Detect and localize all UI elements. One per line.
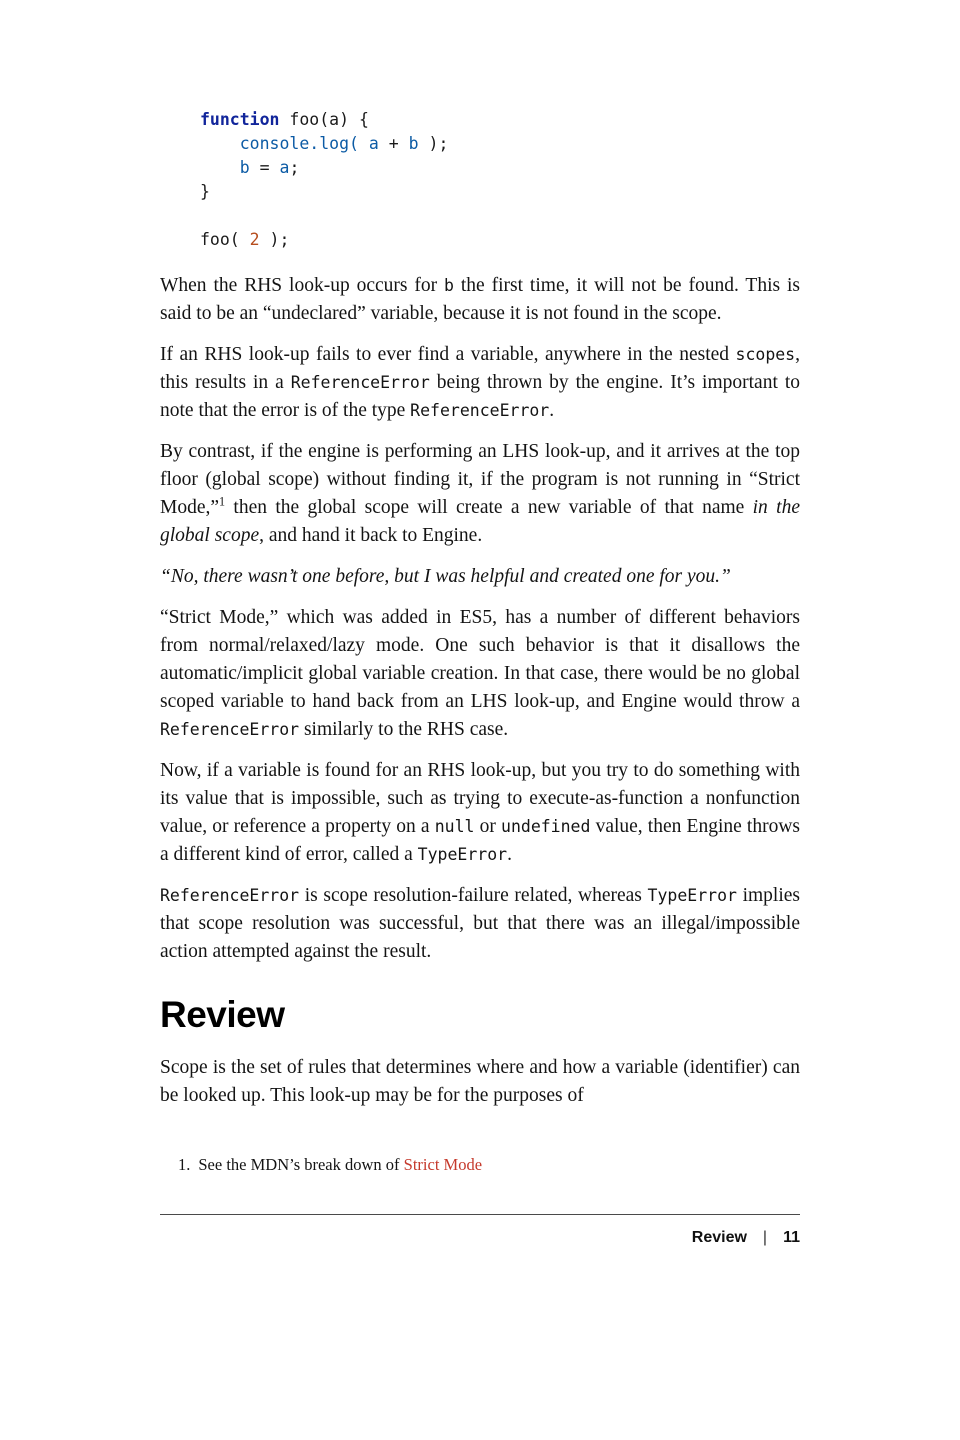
footnote-number: 1.	[178, 1155, 191, 1174]
code-line	[200, 156, 800, 180]
text-segment: “Strict Mode,” which was added in ES5, has a number of different behaviors from normal/relaxed/lazy mode. One such behavior is that it disallows the automatic/implicit global variable creation. In that case, there would be no global scoped variable to hand back from an LHS look-up, and Engine would throw a	[160, 607, 800, 712]
text-segment: the first time, it will not be found. This is said to be an “undeclared” variable, because it is not found in the scope.	[160, 275, 800, 324]
text-segment: scopes	[735, 345, 796, 364]
paragraph	[160, 438, 800, 550]
text-segment: , this results in a	[160, 344, 800, 393]
footer-page-number: 11	[783, 1229, 800, 1246]
code-token	[200, 134, 240, 153]
paragraph	[160, 604, 800, 744]
code-token: }	[200, 182, 210, 201]
page-footer	[160, 1214, 800, 1247]
footnote-text	[198, 1154, 482, 1176]
text-segment: null	[434, 817, 475, 836]
code-token: a	[279, 158, 290, 177]
text-segment: value, then Engine throws a different kind of error, called a	[160, 816, 800, 865]
text-segment: Scope is the set of rules that determines where and how a variable (identifier) can be looked up. This look-up may be for the purposes of	[160, 1057, 800, 1106]
text-segment: ReferenceError	[290, 373, 430, 392]
code-token: foo(	[200, 230, 250, 249]
text-segment: .	[549, 400, 555, 421]
paragraph	[160, 272, 800, 328]
code-token: b	[239, 158, 250, 177]
text-segment: Now, if a variable is found for an RHS look-up, but you try to do something with its value that is impossible, such as trying to execute-as-function a nonfunction value, or reference a property on a	[160, 760, 800, 837]
code-token: ;	[289, 158, 300, 177]
code-token: 2	[249, 230, 260, 249]
code-token: a	[368, 134, 379, 153]
text-segment: is scope resolution-failure related, whereas	[299, 885, 648, 906]
text-segment: , and hand it back to Engine.	[259, 525, 483, 546]
text-segment: being thrown by the engine. It’s important to note that the error is of the type	[160, 372, 800, 421]
code-token: +	[378, 134, 409, 153]
text-segment: b	[444, 276, 454, 295]
footnote	[160, 1154, 800, 1176]
code-token: foo(a) {	[279, 110, 369, 129]
text-segment: similarly to the RHS case.	[299, 719, 509, 740]
code-token	[200, 158, 240, 177]
code-token: =	[249, 158, 280, 177]
text-segment: implies that scope resolution was successful, but that there was an illegal/impossible action attempted against the result.	[160, 885, 800, 962]
paragraph	[160, 882, 800, 966]
text-segment: ReferenceError	[160, 720, 300, 739]
code-block	[200, 108, 800, 252]
code-line	[200, 204, 800, 228]
quote-paragraph	[160, 563, 800, 591]
footer-separator: |	[762, 1229, 768, 1246]
code-token: );	[418, 134, 449, 153]
code-line	[200, 228, 800, 252]
text-segment: ReferenceError	[410, 401, 550, 420]
code-token: );	[259, 230, 290, 249]
text-segment: ReferenceError	[160, 886, 300, 905]
text-segment: 1	[219, 494, 226, 509]
text-segment: When the RHS look-up occurs for	[160, 275, 445, 296]
text-segment: If an RHS look-up fails to ever find a variable, anywhere in the nested	[160, 344, 736, 365]
paragraph	[160, 341, 800, 425]
paragraph	[160, 1054, 800, 1110]
strict-mode-link[interactable]: Strict Mode	[403, 1155, 483, 1174]
section-heading-review: Review	[160, 994, 285, 1035]
code-token: b	[408, 134, 419, 153]
text-segment: then the global scope will create a new variable of that name	[225, 497, 753, 518]
text-segment: By contrast, if the engine is performing an LHS look-up, and it arrives at the top floor (global scope) without finding it, if the program is not running in “Strict Mode,”	[160, 441, 800, 518]
text-segment: .	[507, 844, 512, 865]
paragraph	[160, 757, 800, 869]
code-token: console.log(	[239, 134, 369, 153]
code-line	[200, 108, 800, 132]
code-token: function	[200, 110, 280, 129]
code-line	[200, 180, 800, 204]
text-segment: “No, there wasn’t one before, but I was helpful and created one for you.”	[160, 566, 731, 587]
code-line	[200, 132, 800, 156]
text-segment: TypeError	[417, 845, 508, 864]
text-segment: in the global scope	[160, 497, 800, 546]
text-segment: See the MDN’s break down of	[198, 1155, 404, 1174]
footer-section-label: Review	[691, 1229, 747, 1246]
text-segment: undefined	[501, 817, 591, 836]
text-segment: or	[474, 816, 502, 837]
text-segment: TypeError	[647, 886, 737, 905]
